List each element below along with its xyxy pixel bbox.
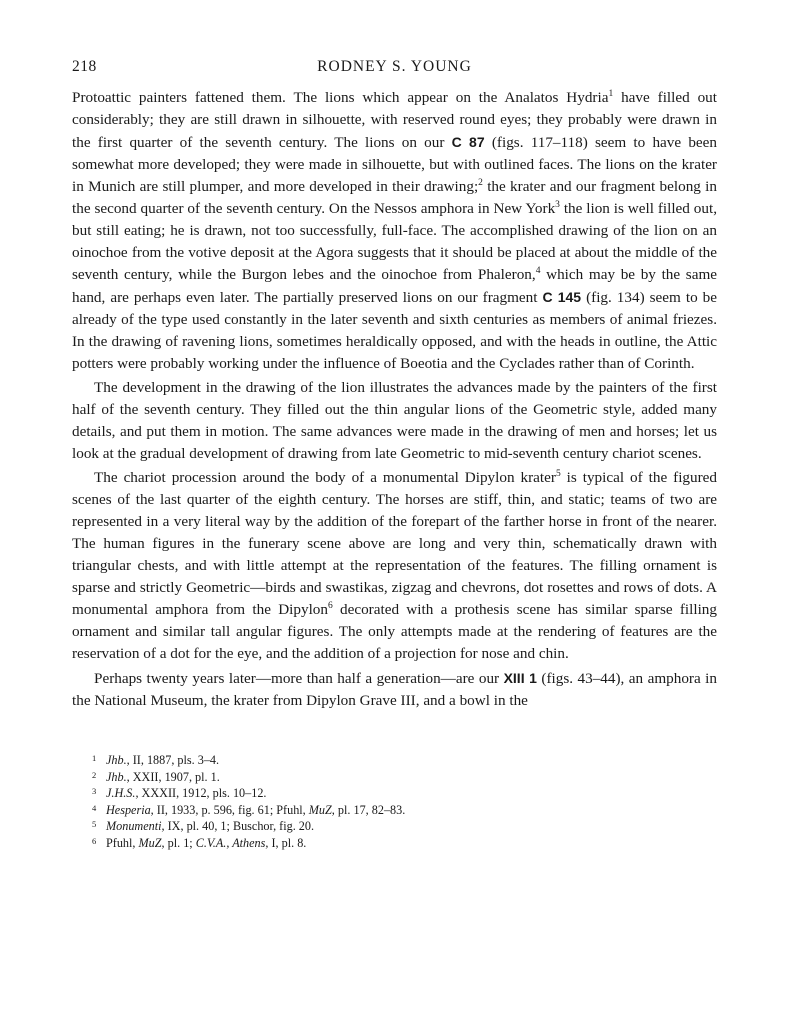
footnote-text: Pfuhl, bbox=[106, 835, 139, 850]
footnote-3 bbox=[92, 785, 717, 802]
footnote-mark: 2 bbox=[92, 769, 97, 780]
text-span: have filled out considerably; they are still drawn in silhouette, with reserved round eyes; they probably were drawn in the first quarter of the seventh century. The lions on our bbox=[72, 89, 717, 151]
footnote-text: XXII, 1907, pl. 1. bbox=[129, 769, 220, 784]
footnote-ref-5: 5 bbox=[555, 468, 561, 479]
footnote-mark: 6 bbox=[92, 835, 97, 846]
footnote-text: IX, pl. 40, 1; Buschor, fig. 20. bbox=[164, 819, 315, 833]
footnote-ref-3: 3 bbox=[555, 199, 560, 210]
footnote-ref-6: 6 bbox=[328, 600, 333, 611]
running-title: RODNEY S. YOUNG bbox=[317, 58, 472, 75]
catalogue-ref-c87: C 87 bbox=[451, 134, 485, 150]
footnote-text: I, pl. 8. bbox=[268, 835, 307, 850]
text-span: Protoattic painters fattened them. The lions which appear on the Analatos Hydria bbox=[72, 89, 609, 106]
footnote-text: XXXII, 1912, pls. 10–12. bbox=[138, 786, 267, 800]
text-span: is typical of the figured scenes of the last quarter of the eighth century. The horses are stiff, thin, and static; teams of two are represented in a very literal way by the addition of the forepart of the farther horse in front of the nearer. The human figures in the funerary scene above are long and very thin, schematically drawn with triangular chests, and with little attempt at the representation of the features. The filling ornament is sparse and strictly Geometric—birds and swastikas, zigzag and chevrons, dot rosettes and rows of dots. A monumental amphora from the Dipylon bbox=[72, 469, 717, 618]
footnote-4 bbox=[92, 802, 717, 819]
footnote-mark: 1 bbox=[92, 753, 97, 763]
footnote-source: Hesperia, bbox=[106, 802, 154, 817]
text-span: (figs. 43–44), an amphora in the National Museum, the krater from Dipylon Grave III, and a bowl in the bbox=[72, 670, 717, 709]
paragraph-4 bbox=[72, 667, 717, 712]
text-span: decorated with a prothesis scene has similar sparse filling ornament and similar tall angular figures. The only attempts made at the rendering of features are the reservation of a dot for the eye, and the addition of a projection for nose and chin. bbox=[72, 601, 717, 662]
footnote-source: Jhb., bbox=[106, 753, 130, 767]
text-span: the lion is well filled out, but still eating; he is drawn, not too successfully, full-face. The accomplished drawing of the lion on an oinochoe from the votive deposit at the Agora suggests that it should be placed at about the middle of the seventh century, while the Burgon lebes and the oinochoe from Phaleron, bbox=[72, 200, 717, 283]
footnote-text: pl. 17, 82–83. bbox=[334, 802, 406, 817]
footnote-source: MuZ, bbox=[138, 835, 165, 850]
text-span: which may be by the same hand, are perhaps even later. The partially preserved lions on our fragment bbox=[72, 266, 717, 306]
footnote-mark: 3 bbox=[92, 786, 97, 796]
page-number: 218 bbox=[72, 58, 97, 75]
paragraph-3 bbox=[72, 467, 717, 665]
footnotes bbox=[72, 752, 717, 851]
footnote-source: Monumenti, bbox=[106, 819, 165, 833]
text-span: (fig. 134) seem to be already of the type used constantly in the later seventh and sixth centuries as members of animal friezes. In the drawing of ravening lions, sometimes heraldically opposed, and with the heads in outline, the Attic potters were probably working under the influence of Boeotia and the Cyclades rather than of Corinth. bbox=[72, 289, 718, 372]
footnote-1 bbox=[92, 752, 717, 769]
footnote-source: MuZ, bbox=[308, 802, 335, 817]
footnote-ref-2: 2 bbox=[478, 177, 483, 188]
footnote-text: II, 1887, pls. 3–4. bbox=[129, 753, 220, 767]
footnote-source: J.H.S., bbox=[106, 786, 139, 800]
running-head bbox=[72, 50, 717, 80]
body-text bbox=[72, 87, 717, 712]
footnote-ref-4: 4 bbox=[535, 265, 541, 276]
footnote-mark: 4 bbox=[92, 802, 97, 813]
footnote-source: C.V.A., Athens, bbox=[195, 835, 269, 850]
catalogue-ref-c145: C 145 bbox=[542, 289, 582, 305]
footnote-source: Jhb., bbox=[106, 769, 130, 784]
page bbox=[72, 50, 717, 851]
footnote-5 bbox=[92, 818, 717, 835]
text-span: the krater and our fragment belong in the second quarter of the seventh century. On the Nessos amphora in New York bbox=[72, 178, 717, 217]
catalogue-ref-xiii-1: XIII 1 bbox=[503, 670, 537, 686]
footnote-mark: 5 bbox=[92, 819, 97, 829]
footnote-ref-1: 1 bbox=[608, 88, 614, 99]
text-span: (figs. 117–118) seem to have been somewhat more developed; they were made in silhouette, but with outlined faces. The lions on the krater in Munich are still plumper, and more developed in their drawing; bbox=[72, 134, 718, 195]
text-span: The chariot procession around the body of a monumental Dipylon krater bbox=[94, 469, 556, 486]
text-span: Perhaps twenty years later—more than half a generation—are our bbox=[94, 670, 504, 687]
paragraph-2: The development in the drawing of the lion illustrates the advances made by the painters of the first half of the seventh century. They filled out the thin angular lions of the Geometric style, added many details, and put them in motion. The same advances were made in the drawing of men and horses; let us look at the gradual development of drawing from late Geometric to mid-seventh century chariot scenes. bbox=[72, 379, 717, 462]
footnote-6 bbox=[92, 835, 717, 852]
footnote-text: II, 1933, p. 596, fig. 61; Pfuhl, bbox=[153, 802, 309, 817]
paragraph-1 bbox=[72, 87, 717, 375]
footnote-text: pl. 1; bbox=[164, 835, 196, 850]
footnote-2 bbox=[92, 769, 717, 786]
